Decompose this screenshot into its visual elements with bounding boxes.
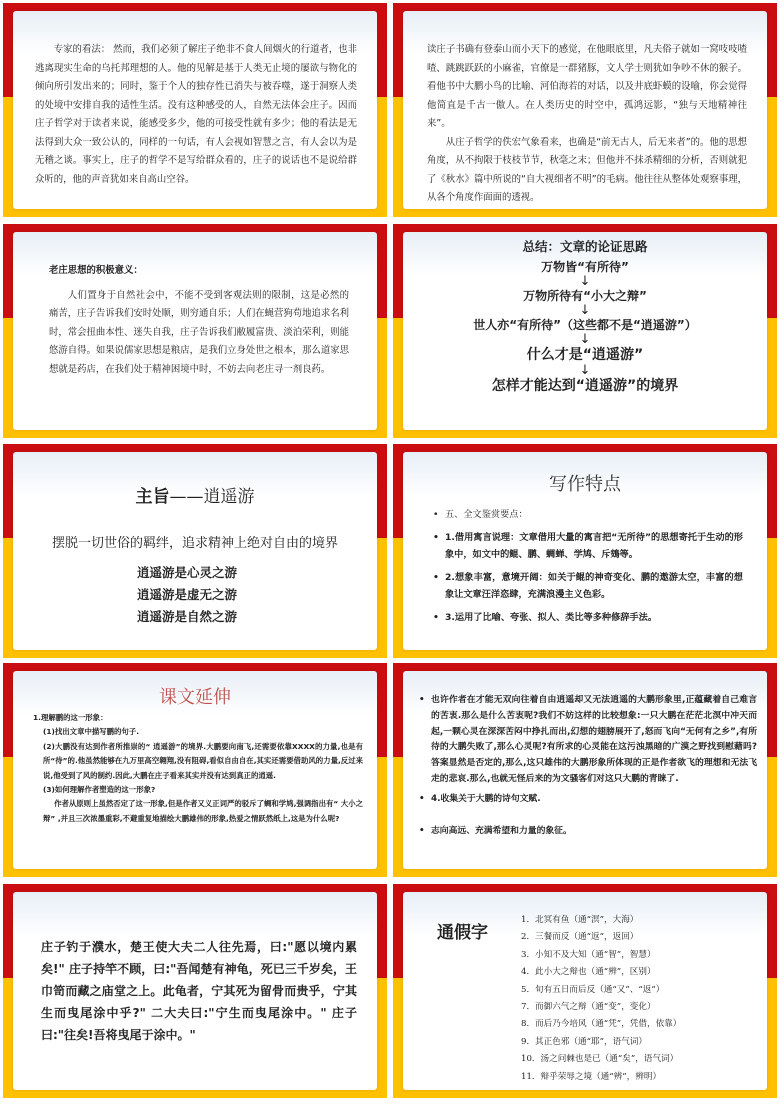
summary-title: 总结：文章的论证思路 bbox=[522, 239, 648, 254]
slide-content bbox=[13, 232, 377, 430]
tongjiazi-item: 9．其正色邪（通“耶”，语气词） bbox=[521, 1036, 647, 1047]
slide-content bbox=[403, 11, 767, 209]
theme-title-main: 主旨 bbox=[135, 487, 170, 507]
arrow-down-icon: ↓ bbox=[579, 303, 591, 318]
slide-writing-features bbox=[393, 444, 777, 658]
tongjiazi-item: 8．而后乃今培风（通“凭”，凭借，依靠） bbox=[521, 1019, 682, 1030]
peng-symbol: • 志向高远、充满希望和力量的象征。 bbox=[417, 824, 757, 840]
arrow-down-icon: ↓ bbox=[579, 363, 591, 378]
feature-3: • 3.运用了比喻、夸张、拟人、类比等多种修辞手法。 bbox=[431, 609, 743, 626]
slide-zhuangzi-fishing bbox=[3, 884, 387, 1098]
extension-title: 课文延伸 bbox=[159, 687, 231, 708]
tongjiazi-item: 7．而御六气之辩（通“变”，变化） bbox=[521, 1002, 656, 1013]
slide-theme bbox=[3, 444, 387, 658]
slide-content bbox=[403, 232, 767, 430]
features-title: 写作特点 bbox=[549, 474, 621, 495]
slide-expert-view bbox=[3, 3, 387, 217]
question-1: 1.理解鹏的这一形象： bbox=[33, 713, 108, 722]
tongjiazi-item: 10．汤之问棘也是已（通“矣”，语气词） bbox=[521, 1054, 679, 1065]
paragraph-1: 读庄子书确有登泰山而小天下的感觉，在他眼底里，凡夫俗子就如一窝吱吱喳喳、跳跳跃跃的小麻雀，官僚是一群猪豚，文人学士则犹如争吵不休的猴子。看他书中大鹏小鸟的比喻、河伯海若的对话，以及井底虾蟆的设喻，你会觉得他简直是千古一傲人。在人类历史的时空中，孤鸿远影，“独与天地精神往来”。 bbox=[427, 44, 747, 129]
slide-content bbox=[13, 671, 377, 869]
tongjiazi-item: 4．此小大之辩也（通“辨”，区别） bbox=[521, 967, 656, 978]
flow-step-1: 万物皆“有所待” bbox=[541, 260, 629, 274]
theme-line-1: 逍遥游是心灵之游 bbox=[137, 565, 238, 580]
expert-view-text: 专家的看法： 然而，我们必须了解庄子绝非不食人间烟火的行道者，也非逃离现实生命的乌托邦理想的人。他的见解是基于人类无止境的屡欲与物化的倾向所引发出来的；同时，鉴于个人的独存性已消失与被吞噬，遂于洞察人类的处境中安排自我的适性生活。没有这种感受的人，自然无法体会庄子。因而庄子哲学对于读者来说，能感受多少，他的可接受性就有多少；他的看法是无法得到大众一致公认的，同样的一句话，有人会视如智慧之言，有人会以为是无稽之谈。事实上，庄子的哲学不是写给群众看的，庄子的说话也不是说给群众听的，他的声音犹如来自高山空谷。 bbox=[35, 44, 357, 185]
slide-argument-flow bbox=[393, 224, 777, 438]
slide-tongjiazi bbox=[393, 884, 777, 1098]
tongjiazi-item: 11．辩乎荣辱之境（通“辨”，辨明） bbox=[521, 1071, 662, 1082]
tongjiazi-item: 2．三餐而反（通“返”，返回） bbox=[521, 932, 639, 943]
tongjiazi-item: 3．小知不及大知（通“智”，智慧） bbox=[521, 949, 656, 960]
feature-2: • 2.想象丰富，意境开阔：如关于鲲的神奇变化、鹏的遨游太空，丰富的想象让文章汪洋恣肆，充满浪漫主义色彩。 bbox=[431, 569, 743, 603]
meaning-text: 人们置身于自然社会中，不能不受到客观法则的限制，这是必然的痛苦，庄子告诉我们安时处顺，则穷通自乐；人们在蝇营狗苟地追求名利时，常会扭曲本性、迷失自我，庄子告诉我们敝履富贵、淡泊荣利，则能悠游自得。如果说儒家思想是粮店，是我们立身处世之根本，那么道家思想就是药店，在我们处于精神困境中时，不妨去向老庄寻一剂良药。 bbox=[49, 289, 350, 375]
slide-content bbox=[13, 452, 377, 650]
peng-task: • 4.收集关于大鹏的诗句文赋. bbox=[417, 792, 757, 808]
arrow-down-icon: ↓ bbox=[579, 332, 591, 347]
slide-content bbox=[403, 452, 767, 650]
theme-tagline: 摆脱一切世俗的羁绊，追求精神上绝对自由的境界 bbox=[51, 536, 338, 551]
theme-title-sub: ——逍遥游 bbox=[169, 487, 255, 507]
slide-reading-zhuangzi bbox=[393, 3, 777, 217]
feature-1: • 1.借用寓言说理：文章借用大量的寓言把“无所待”的思想寄托于生动的形象中，如文中的鲲、鹏、蜩蝉、学鸠、斥鴳等。 bbox=[431, 529, 743, 563]
flow-step-5: 怎样才能达到“逍遥游”的境界 bbox=[491, 378, 679, 394]
slide-peng-image bbox=[393, 663, 777, 877]
peng-analysis: • 也许作者在才能无双向往着自由逍遥却又无法逍遥的大鹏形象里,正蕴藏着自己难言的苦衷.那么是什么苦衷呢?我们不妨这样的比较想象:一只大鹏在茫茫北溟中冲天而起,一颗心灵在深深苦闷中挣扎而出,幻想的翅膀展开了,怒而飞向“无何有之乡”,有所待的大鹏失败了,那么心灵呢?有所求的心灵能在这污浊黑暗的广漠之野找到慰藉吗?答案显然是否定的,那么,这只雄伟的大鹏形象所体现的正是作者欲飞的理想和无法飞走的悲哀.那么,也就无怪后来的为文骚客们对这只大鹏的青睐了. bbox=[417, 693, 757, 788]
slide-content bbox=[13, 892, 377, 1090]
section-heading: 老庄思想的积极意义： bbox=[49, 265, 143, 276]
flow-step-2: 万物所待有“小大之辩” bbox=[523, 289, 647, 303]
slide-content bbox=[403, 892, 767, 1090]
question-1-3: (3)如何理解作者塑造的这一形象? bbox=[43, 785, 156, 795]
theme-line-2: 逍遥游是虚无之游 bbox=[137, 587, 238, 602]
slide-content bbox=[13, 11, 377, 209]
theme-line-3: 逍遥游是自然之游 bbox=[137, 609, 238, 624]
question-1-3-answer: 作者从原则上虽然否定了这一形象,但是作者又义正词严的驳斥了蜩和学鸠,强调指出有“ 大小之辩” ,并且三次浓墨重彩,不避重复地描绘大鹏雄伟的形象,热爱之情跃然纸上,这是为什么呢? bbox=[43, 799, 363, 823]
fishing-story: 庄子钓于濮水，楚王使大夫二人往先焉，曰:"愿以境内累矣!" 庄子持竿不顾，曰:"吾闻楚有神龟，死已三千岁矣，王巾笥而藏之庙堂之上。此龟者，宁其死为留骨而贵乎，宁其生而曳尾涂中乎?" 二大夫曰:"宁生而曳尾涂中。" 庄子曰:"往矣!吾将曳尾于涂中。" bbox=[41, 940, 357, 1042]
question-1-2: (2)大鹏没有达到作者所推崇的“ 逍遥游”的境界.大鹏要向南飞,还需要依靠XXXX的力量,也是有所“待”的.他虽然能够在九万里高空翱翔,没有阻碍,看似自由自在,其实还需要借助风的力量,反过来说,他受到了风的制约.因此,大鹏在庄子看来其实并没有达到真正的逍遥. bbox=[43, 741, 363, 780]
tongjiazi-item: 1．北冥有鱼（通“溟”，大海） bbox=[521, 915, 639, 925]
theme-title bbox=[13, 482, 377, 507]
flow-step-4: 什么才是“逍遥游” bbox=[526, 347, 644, 363]
paragraph-2: 从庄子哲学的佚宏气象看来，也确是“前无古人，后无来者”的。他的思想角度，从不拘限于枝枝节节，秋毫之末；但他并不抹杀精细的分析，否则就犯了《秋水》篇中所说的“自大视细者不明”的毛病。他往往从整体处观察事理，从各个角度作面面的透视。 bbox=[427, 136, 747, 203]
question-1-1: (1)找出文章中描写鹏的句子. bbox=[43, 727, 140, 737]
slide-laozhuang-meaning bbox=[3, 224, 387, 438]
flow-step-3: 世人亦“有所待”（这些都不是“逍遥游”） bbox=[473, 318, 697, 332]
slide-content bbox=[403, 671, 767, 869]
tongjiazi-title: 通假字 bbox=[437, 923, 488, 943]
arrow-down-icon: ↓ bbox=[579, 274, 591, 289]
slide-extension bbox=[3, 663, 387, 877]
tongjiazi-item: 5．旬有五日而后反（通“又”、“返”） bbox=[521, 984, 665, 995]
feature-intro: • 五、全文鉴赏要点： bbox=[431, 506, 743, 523]
